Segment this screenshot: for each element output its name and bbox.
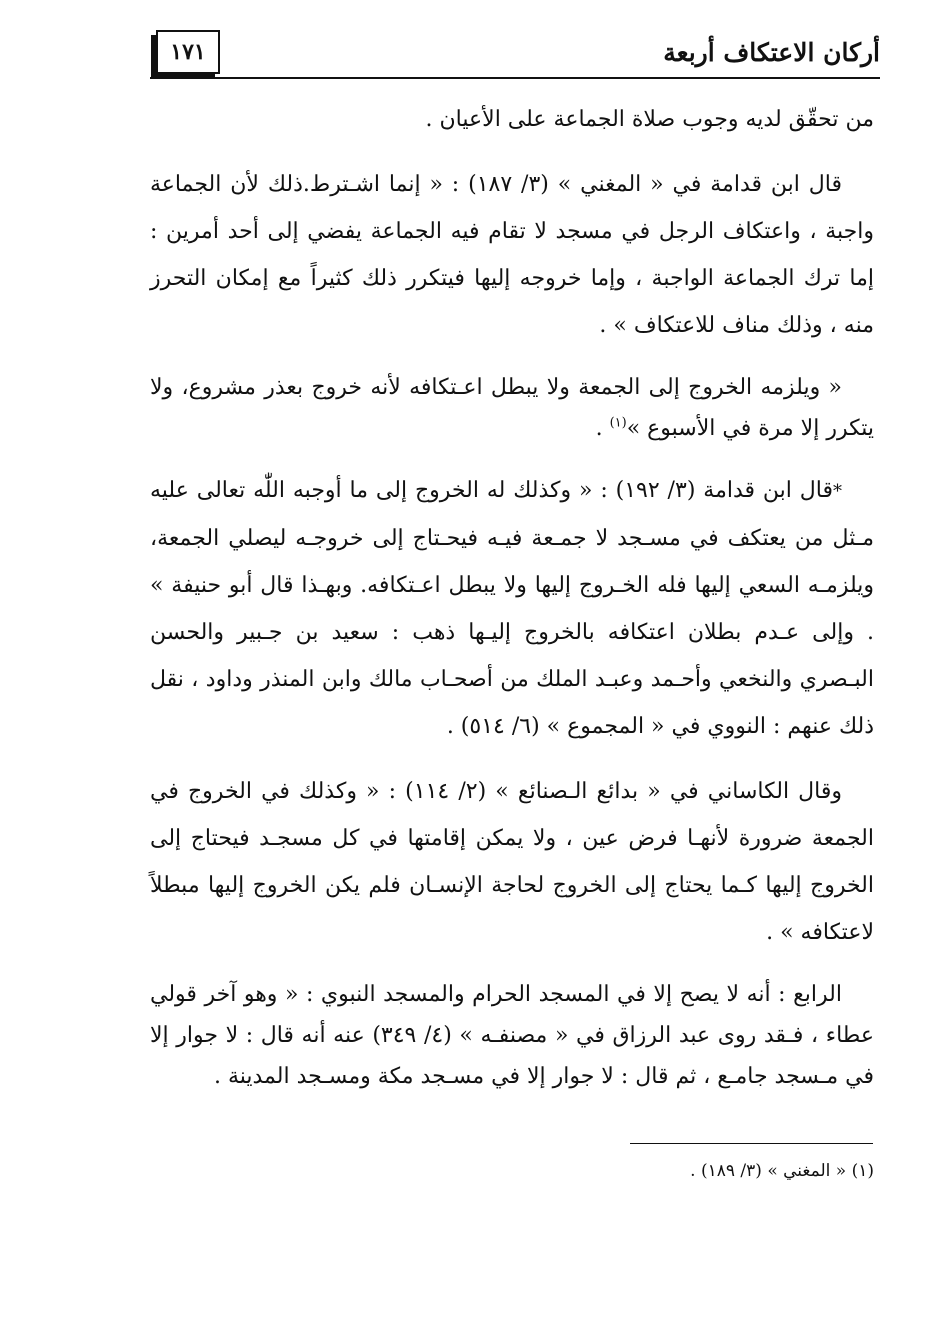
paragraph-5: وقال الكاساني في « بدائع الـصنائع » (٢/ ١١٤) : « وكذلك في الخروج في الجمعة ضرورة لأنهـا فرض عين ، ولا يمكن إقامتها في كل مسجـد فيحتاج إلى الخروج إليها كـما يحتاج إلى الخروج لحاجة الإنسـان فلم يكن الخروج إليها مبطلاً لاعتكافه » . — [150, 779, 874, 945]
paragraph-2: قال ابن قدامة في « المغني » (٣/ ١٨٧) : « إنما اشـترط.ذلك لأن الجماعة واجبة ، واعتكاف الرجل في مسجد لا تقام فيه الجماعة يفضي إلى أحد أمرين : إما ترك الجماعة الواجبة ، وإما خروجه إليها فيتكرر ذلك كثيراً مع إمكان التحرز منه ، وذلك مناف للاعتكاف » . — [150, 172, 874, 338]
running-title: أركان الاعتكاف أربعة — [663, 38, 880, 67]
paragraph-3-text: « ويلزمه الخروج إلى الجمعة ولا يبطل اعـتكافه لأنه خروج بعذر مشروع، ولا يتكرر إلا مرة في الأسبوع » — [150, 375, 874, 441]
paragraph-1: من تحقّق لديه وجوب صلاة الجماعة على الأعيان . — [425, 107, 874, 132]
page-number: ١٧١ — [156, 30, 220, 74]
star-marker: * — [833, 481, 843, 502]
header-rule — [150, 77, 880, 79]
paragraph-4 — [150, 467, 874, 750]
body-text — [150, 96, 874, 1115]
paragraph-3-tail: . — [595, 416, 603, 441]
paragraph-4-text: قال ابن قدامة (٣/ ١٩٢) : « وكذلك له الخروج إلى ما أوجبه اللّٰه تعالى عليه مـثل من يعتكف في مسـجد لا جمـعة فيـه فيحـتاج إلى خروجـه ليصلي الجمعة، ويلزمـه السعي إليها فله الخـروج إليها ولا يبطل اعـتكافه. وبهـذا قال أبو حنيفة » . وإلى عـدم بطلان اعتكافه بالخروج إليـها ذهب : سعيد بن جـبير والحسن البـصري والنخعي وأحـمد وعبـد الملك من أصحـاب مالك وابن المنذر وداود ، نقل ذلك عنهم : النووي في « المجموع » (٦/ ٥١٤) . — [150, 478, 874, 739]
paragraph-3 — [150, 367, 874, 449]
footnote-1: (١) « المغني » (٣/ ١٨٩) . — [690, 1161, 874, 1181]
paragraph-6: الرابع : أنه لا يصح إلا في المسجد الحرام والمسجد النبوي : « وهو آخر قولي عطاء ، فـقد روى عبد الرزاق في « مصنفـه » (٤/ ٣٤٩) عنه أنه قال : لا جوار إلا في مـسجد جامـع ، ثم قال : لا جوار إلا في مسـجد مكة ومسـجد المدينة . — [150, 982, 874, 1089]
page-header — [150, 30, 880, 84]
footnote-reference-1: (١) — [609, 415, 627, 431]
footnote-separator — [630, 1143, 873, 1144]
